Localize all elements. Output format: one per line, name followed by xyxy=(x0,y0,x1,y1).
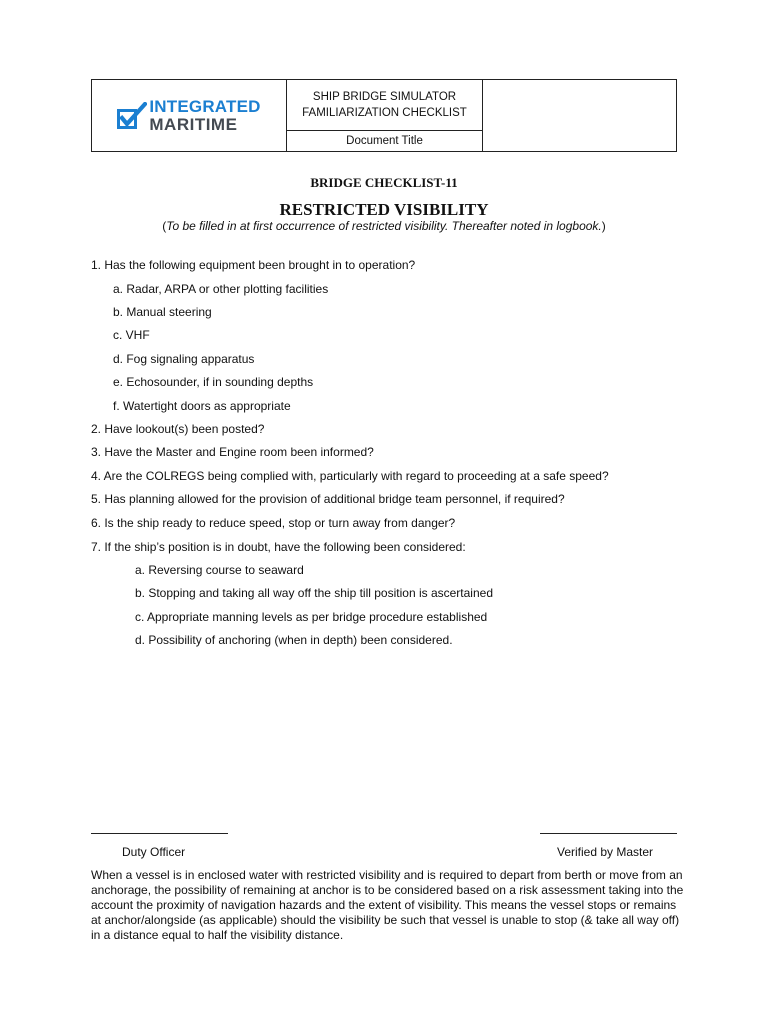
duty-officer-signature-line xyxy=(91,833,228,834)
master-signature-line xyxy=(540,833,677,834)
blank-header-cell xyxy=(483,80,676,151)
duty-officer-label: Duty Officer xyxy=(122,845,186,859)
checklist-number: BRIDGE CHECKLIST-11 xyxy=(310,175,458,190)
question-1f: f. Watertight doors as appropriate xyxy=(113,399,291,413)
question-7d: d. Possibility of anchoring (when in depth) been considered. xyxy=(135,633,453,647)
instructions-close-paren: ) xyxy=(601,219,606,233)
company-logo xyxy=(117,98,260,133)
question-7a: a. Reversing course to seaward xyxy=(135,563,304,577)
question-5: 5. Has planning allowed for the provision of additional bridge team personnel, if required? xyxy=(91,492,565,506)
logo-text-bottom: MARITIME xyxy=(149,115,238,134)
document-title-label: Document Title xyxy=(346,135,423,147)
question-3: 3. Have the Master and Engine room been informed? xyxy=(91,445,374,459)
instructions xyxy=(0,219,768,233)
question-7: 7. If the ship’s position is in doubt, have the following been considered: xyxy=(91,540,466,554)
document-name-line2: FAMILIARIZATION CHECKLIST xyxy=(302,107,467,119)
question-1a: a. Radar, ARPA or other plotting facilities xyxy=(113,282,329,296)
document-name-line1: SHIP BRIDGE SIMULATOR xyxy=(312,91,457,103)
document-header xyxy=(91,79,677,152)
logo-text-top: INTEGRATED xyxy=(149,97,261,116)
question-1c: c. VHF xyxy=(113,328,150,342)
visibility-note: When a vessel is in enclosed water with restricted visibility and is required to depart from berth or move from an anchorage, the possibility of remaining at anchor is to be considered based on a risk assessment taking into the account the proximity of navigation hazards and the extent of visibility. This means the vessel stops or remains at anchor/alongside (as applicable) should the visibility be such that vessel is unable to stop (& take all way off) in a distance equal to half the visibility distance. xyxy=(91,868,684,942)
instructions-open-paren: ( xyxy=(162,219,167,233)
verified-by-master-label: Verified by Master xyxy=(557,845,654,859)
document-name xyxy=(287,80,482,131)
question-7c: c. Appropriate manning levels as per bridge procedure established xyxy=(135,610,488,624)
question-1d: d. Fog signaling apparatus xyxy=(113,352,255,366)
question-7b: b. Stopping and taking all way off the ship till position is ascertained xyxy=(135,586,493,600)
instructions-text: To be filled in at first occurrence of restricted visibility. Thereafter noted in logbook. xyxy=(166,219,602,233)
title-cell xyxy=(287,80,483,151)
checkmark-box-icon xyxy=(117,102,147,130)
question-1: 1. Has the following equipment been brought in to operation? xyxy=(91,258,416,272)
logo-cell xyxy=(92,80,287,151)
question-1b: b. Manual steering xyxy=(113,305,212,319)
page-title: RESTRICTED VISIBILITY xyxy=(279,200,489,219)
question-4: 4. Are the COLREGS being complied with, particularly with regard to proceeding at a safe speed? xyxy=(91,469,609,483)
question-1e: e. Echosounder, if in sounding depths xyxy=(113,375,314,389)
question-2: 2. Have lookout(s) been posted? xyxy=(91,422,265,436)
question-6: 6. Is the ship ready to reduce speed, stop or turn away from danger? xyxy=(91,516,456,530)
